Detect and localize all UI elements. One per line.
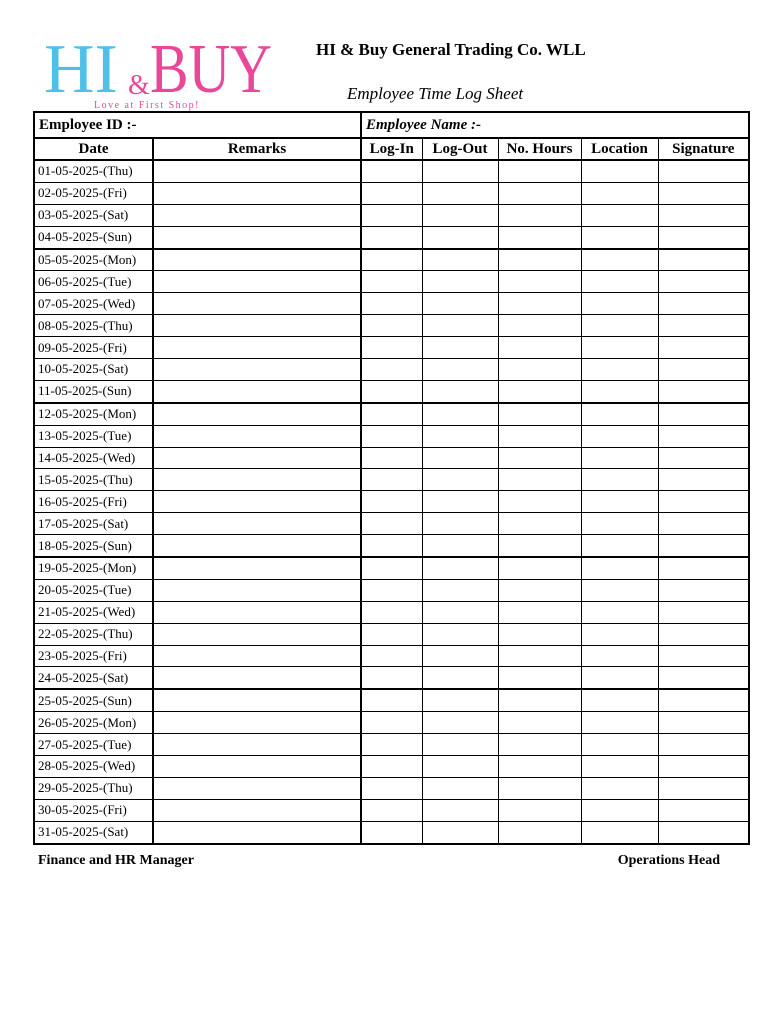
date-cell: 01-05-2025-(Thu) — [34, 160, 153, 182]
date-cell: 14-05-2025-(Wed) — [34, 447, 153, 469]
column-header-no-hours: No. Hours — [498, 138, 581, 160]
log-out-cell[interactable] — [422, 734, 498, 756]
log-out-cell[interactable] — [422, 425, 498, 447]
log-out-cell[interactable] — [422, 182, 498, 204]
log-out-cell[interactable] — [422, 667, 498, 689]
log-out-cell[interactable] — [422, 271, 498, 293]
logo-tagline: Love at First Shop! — [94, 100, 200, 111]
remarks-cell[interactable] — [153, 425, 361, 447]
location-cell[interactable] — [581, 799, 658, 821]
table-row — [34, 469, 749, 491]
log-out-cell[interactable] — [422, 579, 498, 601]
log-out-cell[interactable] — [422, 623, 498, 645]
no-hours-cell[interactable] — [498, 513, 581, 535]
signature-cell[interactable] — [658, 425, 749, 447]
operations-head-signature-label: Operations Head — [617, 853, 720, 868]
no-hours-cell[interactable] — [498, 403, 581, 425]
signature-cell[interactable] — [658, 557, 749, 579]
location-cell[interactable] — [581, 821, 658, 843]
signature-cell[interactable] — [658, 337, 749, 359]
remarks-cell[interactable] — [153, 160, 361, 182]
remarks-cell[interactable] — [153, 821, 361, 843]
remarks-cell[interactable] — [153, 557, 361, 579]
no-hours-cell[interactable] — [498, 425, 581, 447]
no-hours-cell[interactable] — [498, 579, 581, 601]
no-hours-cell[interactable] — [498, 667, 581, 689]
no-hours-cell[interactable] — [498, 160, 581, 182]
location-cell[interactable] — [581, 293, 658, 315]
no-hours-cell[interactable] — [498, 359, 581, 381]
log-in-cell[interactable] — [361, 579, 422, 601]
logo-amp-text: & — [128, 70, 150, 101]
location-cell[interactable] — [581, 557, 658, 579]
table-row — [34, 403, 749, 425]
no-hours-cell[interactable] — [498, 447, 581, 469]
signature-cell[interactable] — [658, 777, 749, 799]
date-cell: 13-05-2025-(Tue) — [34, 425, 153, 447]
log-out-cell[interactable] — [422, 226, 498, 248]
location-cell[interactable] — [581, 623, 658, 645]
log-out-cell[interactable] — [422, 249, 498, 271]
log-out-cell[interactable] — [422, 601, 498, 623]
table-row — [34, 249, 749, 271]
employee-name-field[interactable]: Employee Name :- — [361, 112, 749, 138]
signature-cell[interactable] — [658, 447, 749, 469]
log-out-cell[interactable] — [422, 380, 498, 402]
date-cell: 26-05-2025-(Mon) — [34, 712, 153, 734]
log-out-cell[interactable] — [422, 160, 498, 182]
signature-cell[interactable] — [658, 667, 749, 689]
location-cell[interactable] — [581, 469, 658, 491]
log-out-cell[interactable] — [422, 447, 498, 469]
location-cell[interactable] — [581, 226, 658, 248]
no-hours-cell[interactable] — [498, 249, 581, 271]
location-cell[interactable] — [581, 689, 658, 711]
signature-cell[interactable] — [658, 403, 749, 425]
remarks-cell[interactable] — [153, 359, 361, 381]
location-cell[interactable] — [581, 249, 658, 271]
location-cell[interactable] — [581, 160, 658, 182]
remarks-cell[interactable] — [153, 469, 361, 491]
log-in-cell[interactable] — [361, 403, 422, 425]
signature-cell[interactable] — [658, 756, 749, 778]
date-cell: 03-05-2025-(Sat) — [34, 204, 153, 226]
table-row — [34, 359, 749, 381]
date-cell: 31-05-2025-(Sat) — [34, 821, 153, 843]
table-row — [34, 756, 749, 778]
table-row — [34, 777, 749, 799]
table-row — [34, 799, 749, 821]
location-cell[interactable] — [581, 756, 658, 778]
log-out-cell[interactable] — [422, 315, 498, 337]
table-row — [34, 337, 749, 359]
location-cell[interactable] — [581, 447, 658, 469]
remarks-cell[interactable] — [153, 799, 361, 821]
log-in-cell[interactable] — [361, 337, 422, 359]
no-hours-cell[interactable] — [498, 535, 581, 557]
column-header-remarks: Remarks — [153, 138, 361, 160]
log-out-cell[interactable] — [422, 204, 498, 226]
remarks-cell[interactable] — [153, 579, 361, 601]
table-row — [34, 293, 749, 315]
no-hours-cell[interactable] — [498, 204, 581, 226]
remarks-cell[interactable] — [153, 249, 361, 271]
signature-cell[interactable] — [658, 182, 749, 204]
remarks-cell[interactable] — [153, 315, 361, 337]
remarks-cell[interactable] — [153, 623, 361, 645]
log-out-cell[interactable] — [422, 645, 498, 667]
log-in-cell[interactable] — [361, 712, 422, 734]
location-cell[interactable] — [581, 513, 658, 535]
location-cell[interactable] — [581, 535, 658, 557]
log-in-cell[interactable] — [361, 249, 422, 271]
log-out-cell[interactable] — [422, 403, 498, 425]
remarks-cell[interactable] — [153, 601, 361, 623]
log-in-cell[interactable] — [361, 777, 422, 799]
table-row — [34, 645, 749, 667]
signature-cell[interactable] — [658, 359, 749, 381]
remarks-cell[interactable] — [153, 271, 361, 293]
signature-cell[interactable] — [658, 513, 749, 535]
log-out-cell[interactable] — [422, 293, 498, 315]
location-cell[interactable] — [581, 182, 658, 204]
log-in-cell[interactable] — [361, 756, 422, 778]
table-row — [34, 557, 749, 579]
signature-cell[interactable] — [658, 469, 749, 491]
log-out-cell[interactable] — [422, 821, 498, 843]
log-out-cell[interactable] — [422, 756, 498, 778]
table-row — [34, 160, 749, 182]
no-hours-cell[interactable] — [498, 756, 581, 778]
remarks-cell[interactable] — [153, 535, 361, 557]
signature-cell[interactable] — [658, 799, 749, 821]
location-cell[interactable] — [581, 667, 658, 689]
table-row — [34, 601, 749, 623]
column-header-log-in: Log-In — [361, 138, 422, 160]
column-header-signature: Signature — [658, 138, 749, 160]
signature-cell[interactable] — [658, 491, 749, 513]
date-cell: 30-05-2025-(Fri) — [34, 799, 153, 821]
signature-cell[interactable] — [658, 160, 749, 182]
signature-cell[interactable] — [658, 380, 749, 402]
signature-cell[interactable] — [658, 734, 749, 756]
remarks-cell[interactable] — [153, 380, 361, 402]
log-in-cell[interactable] — [361, 601, 422, 623]
log-in-cell[interactable] — [361, 160, 422, 182]
no-hours-cell[interactable] — [498, 182, 581, 204]
log-out-cell[interactable] — [422, 513, 498, 535]
remarks-cell[interactable] — [153, 513, 361, 535]
finance-hr-signature-label: Finance and HR Manager — [38, 853, 194, 868]
company-logo — [44, 30, 276, 112]
remarks-cell[interactable] — [153, 182, 361, 204]
no-hours-cell[interactable] — [498, 689, 581, 711]
table-row — [34, 315, 749, 337]
table-row — [34, 579, 749, 601]
log-in-cell[interactable] — [361, 293, 422, 315]
log-in-cell[interactable] — [361, 513, 422, 535]
log-out-cell[interactable] — [422, 359, 498, 381]
date-cell: 11-05-2025-(Sun) — [34, 380, 153, 402]
no-hours-cell[interactable] — [498, 557, 581, 579]
no-hours-cell[interactable] — [498, 645, 581, 667]
log-in-cell[interactable] — [361, 734, 422, 756]
log-in-cell[interactable] — [361, 226, 422, 248]
no-hours-cell[interactable] — [498, 799, 581, 821]
log-in-cell[interactable] — [361, 447, 422, 469]
location-cell[interactable] — [581, 601, 658, 623]
no-hours-cell[interactable] — [498, 734, 581, 756]
no-hours-cell[interactable] — [498, 337, 581, 359]
log-in-cell[interactable] — [361, 359, 422, 381]
signature-cell[interactable] — [658, 712, 749, 734]
no-hours-cell[interactable] — [498, 293, 581, 315]
remarks-cell[interactable] — [153, 293, 361, 315]
location-cell[interactable] — [581, 271, 658, 293]
table-row — [34, 425, 749, 447]
table-row — [34, 734, 749, 756]
time-log-table — [33, 111, 750, 845]
log-out-cell[interactable] — [422, 557, 498, 579]
remarks-cell[interactable] — [153, 734, 361, 756]
date-cell: 12-05-2025-(Mon) — [34, 403, 153, 425]
table-row — [34, 513, 749, 535]
logo-secondary-text: BUY — [150, 31, 272, 108]
remarks-cell[interactable] — [153, 712, 361, 734]
date-cell: 08-05-2025-(Thu) — [34, 315, 153, 337]
log-in-cell[interactable] — [361, 645, 422, 667]
location-cell[interactable] — [581, 777, 658, 799]
no-hours-cell[interactable] — [498, 271, 581, 293]
log-in-cell[interactable] — [361, 821, 422, 843]
remarks-cell[interactable] — [153, 226, 361, 248]
log-in-cell[interactable] — [361, 315, 422, 337]
remarks-cell[interactable] — [153, 689, 361, 711]
remarks-cell[interactable] — [153, 667, 361, 689]
log-in-cell[interactable] — [361, 799, 422, 821]
table-row — [34, 623, 749, 645]
date-cell: 22-05-2025-(Thu) — [34, 623, 153, 645]
signature-cell[interactable] — [658, 204, 749, 226]
date-cell: 24-05-2025-(Sat) — [34, 667, 153, 689]
column-header-location: Location — [581, 138, 658, 160]
date-cell: 17-05-2025-(Sat) — [34, 513, 153, 535]
table-row — [34, 447, 749, 469]
signature-cell[interactable] — [658, 293, 749, 315]
table-row — [34, 182, 749, 204]
table-row — [34, 821, 749, 843]
log-in-cell[interactable] — [361, 557, 422, 579]
remarks-cell[interactable] — [153, 337, 361, 359]
log-in-cell[interactable] — [361, 425, 422, 447]
sheet-title: Employee Time Log Sheet — [347, 84, 524, 103]
no-hours-cell[interactable] — [498, 712, 581, 734]
signature-cell[interactable] — [658, 271, 749, 293]
log-out-cell[interactable] — [422, 337, 498, 359]
log-out-cell[interactable] — [422, 535, 498, 557]
date-cell: 09-05-2025-(Fri) — [34, 337, 153, 359]
log-out-cell[interactable] — [422, 799, 498, 821]
remarks-cell[interactable] — [153, 645, 361, 667]
location-cell[interactable] — [581, 579, 658, 601]
date-cell: 07-05-2025-(Wed) — [34, 293, 153, 315]
log-in-cell[interactable] — [361, 271, 422, 293]
remarks-cell[interactable] — [153, 403, 361, 425]
signature-cell[interactable] — [658, 535, 749, 557]
date-cell: 23-05-2025-(Fri) — [34, 645, 153, 667]
date-cell: 18-05-2025-(Sun) — [34, 535, 153, 557]
log-out-cell[interactable] — [422, 689, 498, 711]
table-row — [34, 535, 749, 557]
date-cell: 28-05-2025-(Wed) — [34, 756, 153, 778]
signature-cell[interactable] — [658, 821, 749, 843]
location-cell[interactable] — [581, 359, 658, 381]
location-cell[interactable] — [581, 337, 658, 359]
table-row — [34, 380, 749, 402]
table-row — [34, 689, 749, 711]
no-hours-cell[interactable] — [498, 315, 581, 337]
no-hours-cell[interactable] — [498, 623, 581, 645]
log-out-cell[interactable] — [422, 777, 498, 799]
remarks-cell[interactable] — [153, 756, 361, 778]
no-hours-cell[interactable] — [498, 777, 581, 799]
employee-id-field[interactable]: Employee ID :- — [34, 112, 361, 138]
table-row — [34, 491, 749, 513]
date-cell: 27-05-2025-(Tue) — [34, 734, 153, 756]
remarks-cell[interactable] — [153, 204, 361, 226]
no-hours-cell[interactable] — [498, 821, 581, 843]
date-cell: 06-05-2025-(Tue) — [34, 271, 153, 293]
signature-cell[interactable] — [658, 689, 749, 711]
no-hours-cell[interactable] — [498, 226, 581, 248]
no-hours-cell[interactable] — [498, 469, 581, 491]
remarks-cell[interactable] — [153, 491, 361, 513]
date-cell: 29-05-2025-(Thu) — [34, 777, 153, 799]
date-cell: 02-05-2025-(Fri) — [34, 182, 153, 204]
table-row — [34, 712, 749, 734]
table-row — [34, 204, 749, 226]
remarks-cell[interactable] — [153, 447, 361, 469]
location-cell[interactable] — [581, 491, 658, 513]
date-cell: 16-05-2025-(Fri) — [34, 491, 153, 513]
no-hours-cell[interactable] — [498, 601, 581, 623]
date-cell: 05-05-2025-(Mon) — [34, 249, 153, 271]
date-cell: 25-05-2025-(Sun) — [34, 689, 153, 711]
date-cell: 21-05-2025-(Wed) — [34, 601, 153, 623]
log-in-cell[interactable] — [361, 469, 422, 491]
location-cell[interactable] — [581, 315, 658, 337]
signature-cell[interactable] — [658, 645, 749, 667]
location-cell[interactable] — [581, 734, 658, 756]
log-out-cell[interactable] — [422, 469, 498, 491]
log-out-cell[interactable] — [422, 491, 498, 513]
log-rows — [34, 160, 749, 844]
table-row — [34, 667, 749, 689]
table-row — [34, 226, 749, 248]
date-cell: 04-05-2025-(Sun) — [34, 226, 153, 248]
log-in-cell[interactable] — [361, 380, 422, 402]
remarks-cell[interactable] — [153, 777, 361, 799]
log-in-cell[interactable] — [361, 689, 422, 711]
signature-cell[interactable] — [658, 315, 749, 337]
logo-primary-text: HI — [44, 31, 118, 108]
column-header-row — [34, 138, 749, 160]
no-hours-cell[interactable] — [498, 491, 581, 513]
log-in-cell[interactable] — [361, 667, 422, 689]
log-in-cell[interactable] — [361, 623, 422, 645]
location-cell[interactable] — [581, 403, 658, 425]
signature-cell[interactable] — [658, 579, 749, 601]
log-in-cell[interactable] — [361, 535, 422, 557]
table-row — [34, 271, 749, 293]
logo-graphic — [44, 30, 276, 112]
no-hours-cell[interactable] — [498, 380, 581, 402]
date-cell: 15-05-2025-(Thu) — [34, 469, 153, 491]
location-cell[interactable] — [581, 645, 658, 667]
log-in-cell[interactable] — [361, 182, 422, 204]
location-cell[interactable] — [581, 712, 658, 734]
date-cell: 10-05-2025-(Sat) — [34, 359, 153, 381]
signature-cell[interactable] — [658, 249, 749, 271]
column-header-log-out: Log-Out — [422, 138, 498, 160]
date-cell: 19-05-2025-(Mon) — [34, 557, 153, 579]
location-cell[interactable] — [581, 425, 658, 447]
signature-cell[interactable] — [658, 601, 749, 623]
company-name: HI & Buy General Trading Co. WLL — [316, 40, 586, 59]
log-in-cell[interactable] — [361, 491, 422, 513]
log-out-cell[interactable] — [422, 712, 498, 734]
location-cell[interactable] — [581, 380, 658, 402]
signature-cell[interactable] — [658, 226, 749, 248]
column-header-date: Date — [34, 138, 153, 160]
date-cell: 20-05-2025-(Tue) — [34, 579, 153, 601]
signature-cell[interactable] — [658, 623, 749, 645]
log-in-cell[interactable] — [361, 204, 422, 226]
location-cell[interactable] — [581, 204, 658, 226]
